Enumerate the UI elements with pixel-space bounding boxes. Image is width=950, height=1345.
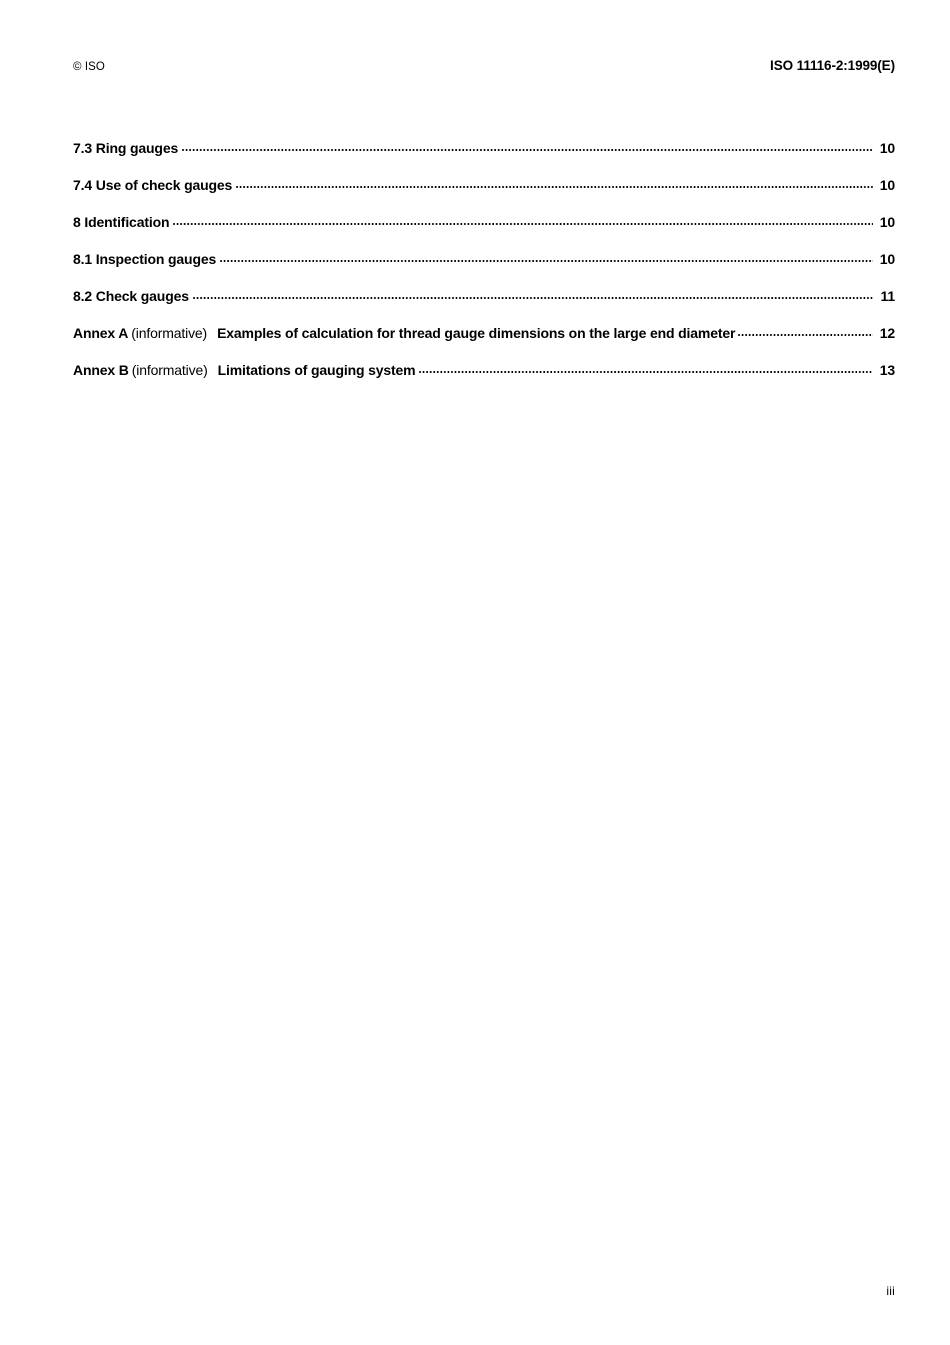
toc-entry-qualifier: (informative) <box>131 362 208 378</box>
toc-entry[interactable] <box>73 250 895 287</box>
page-folio: iii <box>886 1284 895 1298</box>
standard-reference: ISO 11116-2:1999(E) <box>770 58 895 73</box>
toc-entry-page-number: 10 <box>879 214 895 230</box>
toc-entry-annex-a[interactable] <box>73 324 895 361</box>
toc-entry-title: Examples of calculation for thread gauge dimensions on the large end diameter <box>217 325 736 341</box>
toc-entry-label: Annex A <box>73 325 129 341</box>
toc-entry-page-number: 10 <box>879 251 895 267</box>
page-footer <box>73 1284 895 1302</box>
toc-entry-annex-b[interactable] <box>73 361 895 398</box>
toc-entry-qualifier: (informative) <box>131 325 208 341</box>
copyright-notice: © ISO <box>73 61 105 73</box>
dot-leader <box>173 213 873 227</box>
toc-entry-title: Limitations of gauging system <box>217 362 416 378</box>
toc-entry-label: Annex B <box>73 362 129 378</box>
toc-entry[interactable] <box>73 139 895 176</box>
toc-entry[interactable] <box>73 176 895 213</box>
toc-entry-label: 8.1 Inspection gauges <box>73 251 217 267</box>
toc-entry-page-number: 13 <box>879 362 895 378</box>
toc-entry[interactable] <box>73 287 895 324</box>
toc-entry-label: 8 Identification <box>73 214 170 230</box>
dot-leader <box>419 361 874 375</box>
toc-entry-page-number: 10 <box>879 177 895 193</box>
dot-leader <box>738 324 873 338</box>
toc-entry-page-number: 10 <box>879 140 895 156</box>
table-of-contents <box>73 139 895 398</box>
dot-leader <box>193 287 873 301</box>
toc-entry-label: 8.2 Check gauges <box>73 288 189 304</box>
toc-entry-label: 7.3 Ring gauges <box>73 140 179 156</box>
dot-leader <box>220 250 873 264</box>
toc-entry-label: 7.4 Use of check gauges <box>73 177 233 193</box>
dot-leader <box>182 139 873 153</box>
page-header <box>73 58 895 78</box>
toc-entry-page-number: 12 <box>879 325 895 341</box>
toc-entry-page-number: 11 <box>880 288 895 304</box>
dot-leader <box>236 176 873 190</box>
toc-entry[interactable] <box>73 213 895 250</box>
